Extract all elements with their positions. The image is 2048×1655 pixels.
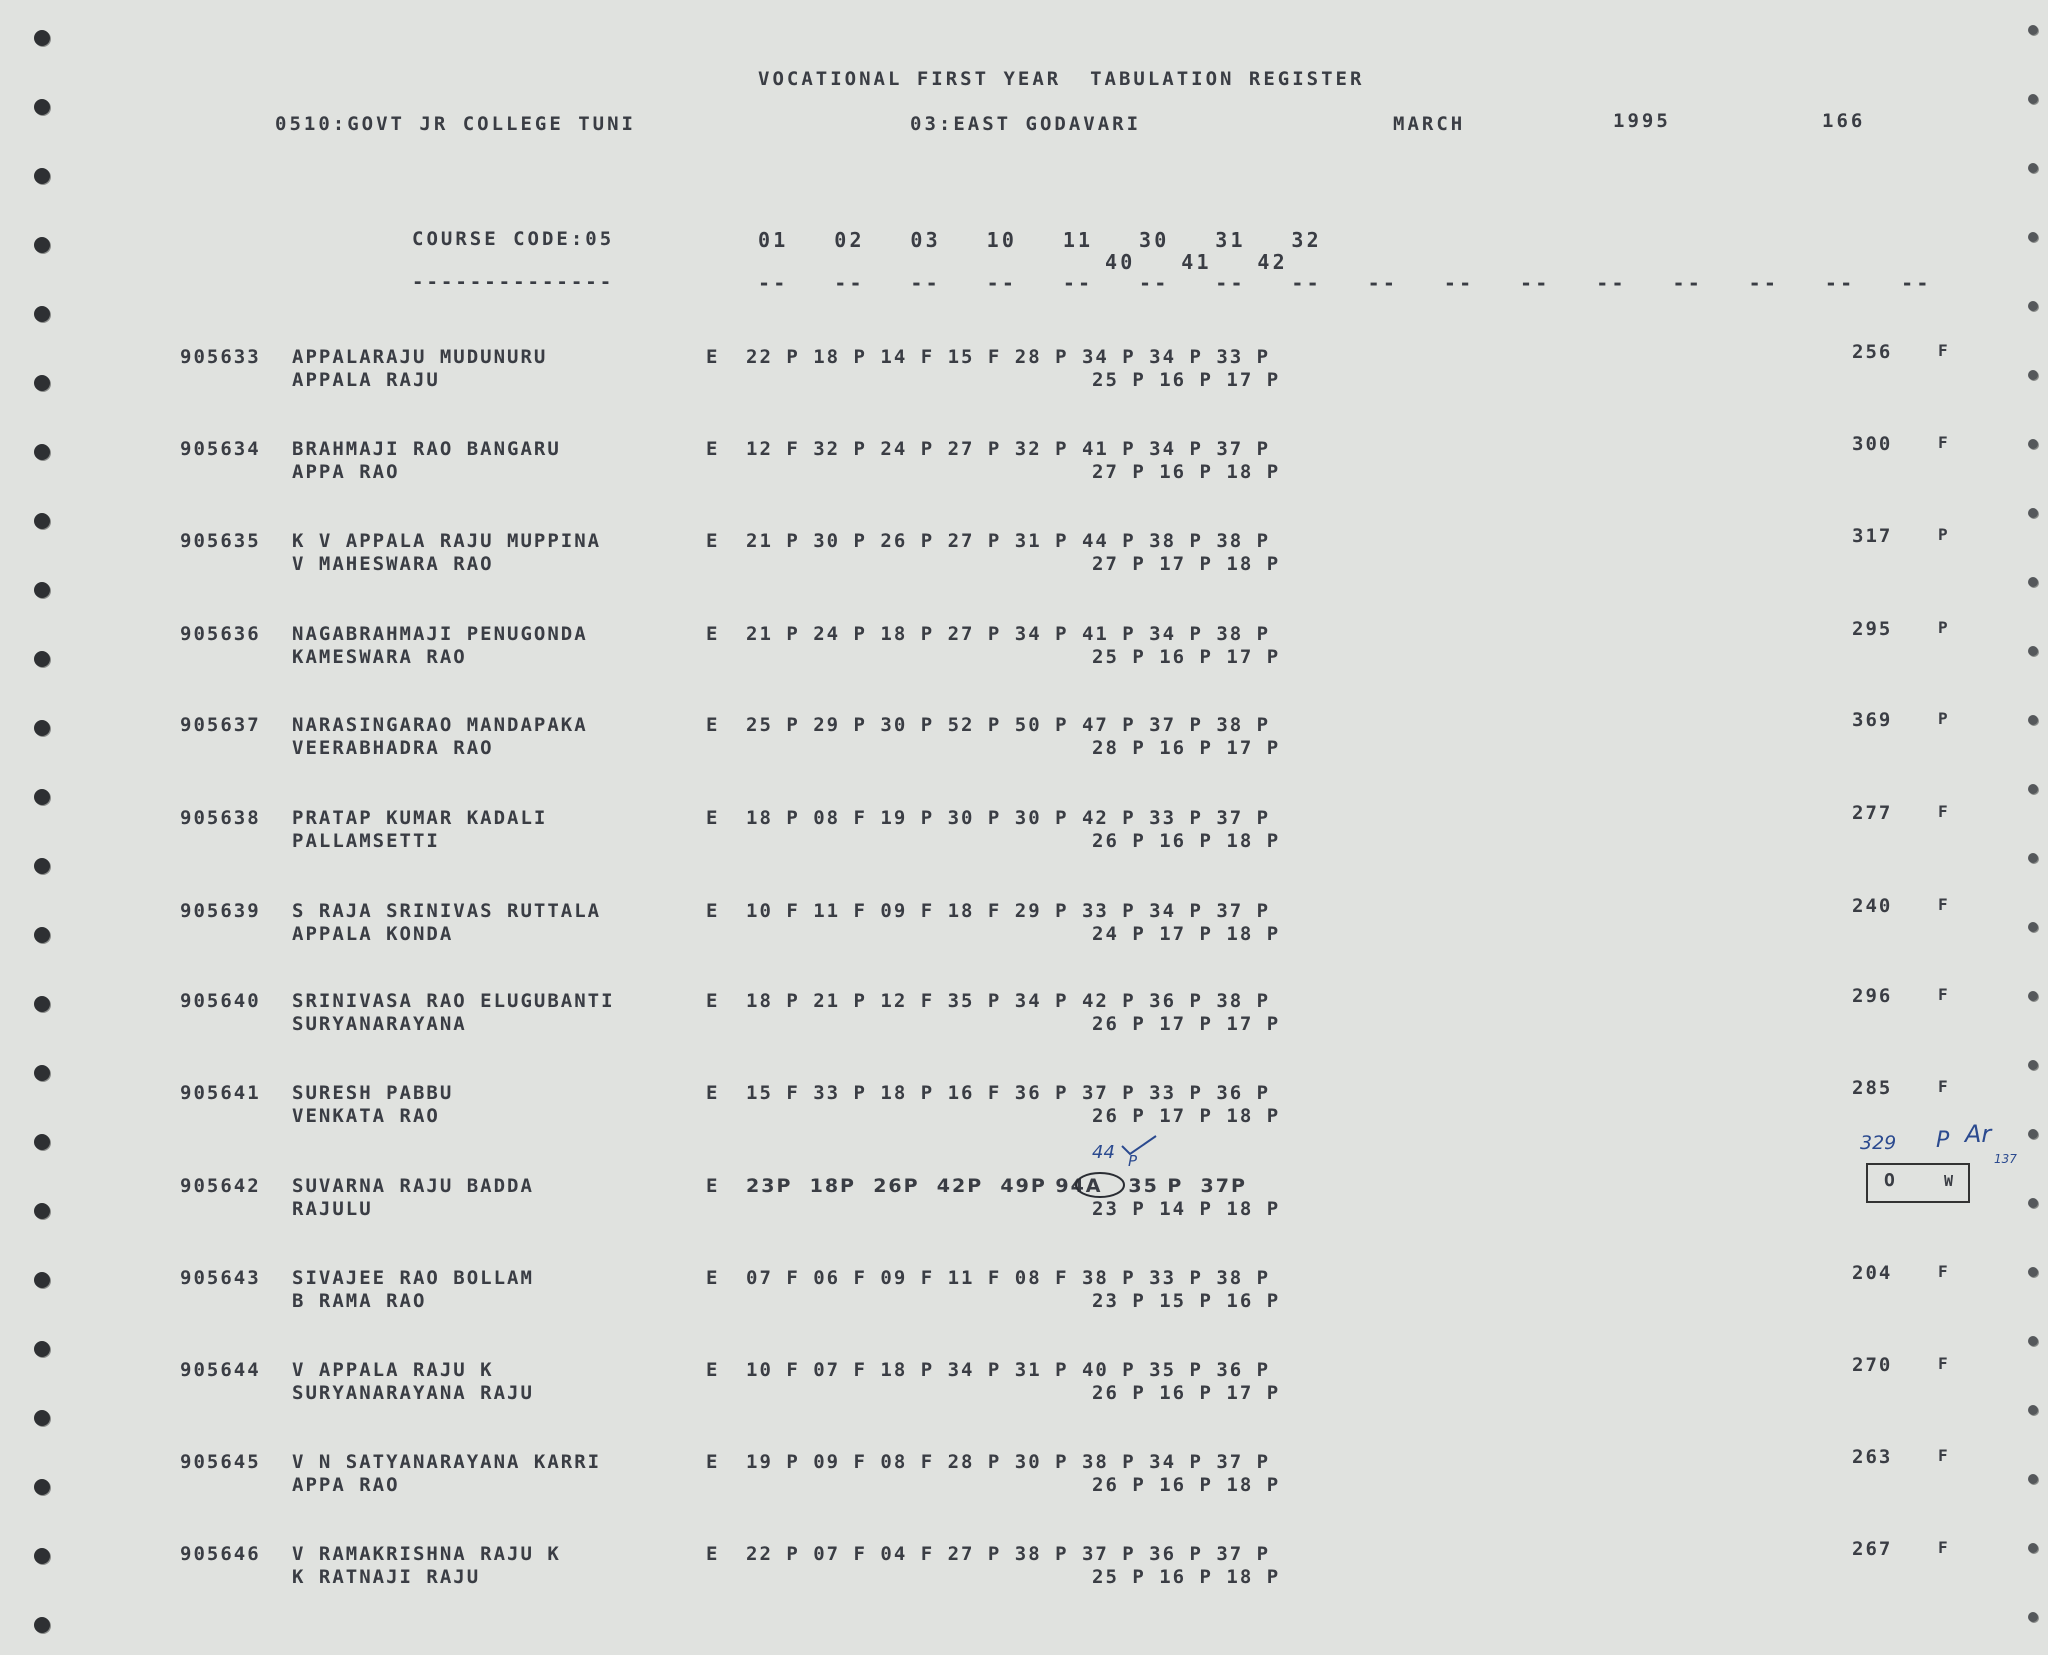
handwritten-total: 329	[1860, 1132, 1897, 1154]
student-id: 905644	[180, 1359, 261, 1381]
subject-marks-row1: 07 F 06 F 09 F 11 F 08 F 38 P 33 P 38 P	[746, 1267, 1271, 1289]
sprocket-hole	[34, 1272, 50, 1288]
student-parent-name: VEERABHADRA RAO	[292, 737, 494, 759]
sprocket-hole	[2028, 232, 2038, 242]
student-id: 905633	[180, 346, 261, 368]
total-marks: 267	[1852, 1538, 1893, 1560]
right-sprocket-holes	[1988, 0, 2048, 1655]
course-code-underline: --------------	[412, 271, 615, 293]
subject-marks-row1: 21 P 30 P 26 P 27 P 31 P 44 P 38 P 38 P	[746, 530, 1271, 552]
total-marks: 296	[1852, 985, 1893, 1007]
subject-marks-row1: 19 P 09 F 08 F 28 P 30 P 38 P 34 P 37 P	[746, 1451, 1271, 1473]
handwritten-correction: 44	[1092, 1142, 1115, 1163]
exam-month: MARCH	[1393, 113, 1466, 135]
sprocket-hole	[34, 513, 50, 529]
subject-marks-row2: 26 P 16 P 18 P	[1092, 830, 1281, 852]
sprocket-hole	[34, 168, 50, 184]
student-id: 905641	[180, 1082, 261, 1104]
sprocket-hole	[34, 306, 50, 322]
exam-type: E	[706, 1543, 720, 1565]
total-marks: 240	[1852, 895, 1893, 917]
student-name: V RAMAKRISHNA RAJU K	[292, 1543, 561, 1565]
college-name: 0510:GOVT JR COLLEGE TUNI	[275, 113, 636, 135]
circle-mark-icon	[1074, 1170, 1126, 1200]
result-code: F	[1938, 1262, 1950, 1281]
sprocket-hole	[2028, 715, 2038, 725]
subject-marks-row1: 18 P 21 P 12 F 35 P 34 P 42 P 36 P 38 P	[746, 990, 1271, 1012]
student-name: SIVAJEE RAO BOLLAM	[292, 1267, 534, 1289]
student-id: 905635	[180, 530, 261, 552]
result-code: F	[1938, 341, 1950, 360]
sprocket-hole	[2028, 94, 2038, 104]
sprocket-hole	[34, 1410, 50, 1426]
sprocket-hole	[2028, 577, 2038, 587]
result-code: F	[1938, 1354, 1950, 1373]
sprocket-hole	[2028, 922, 2038, 932]
sprocket-hole	[34, 858, 50, 874]
left-sprocket-holes	[18, 0, 78, 1655]
page-number: 166	[1822, 110, 1866, 132]
sprocket-hole	[2028, 508, 2038, 518]
subject-columns-row1: 01 02 03 10 11 30 31 32	[758, 228, 1322, 252]
student-id: 905640	[180, 990, 261, 1012]
subject-marks-row2: 25 P 16 P 17 P	[1092, 369, 1281, 391]
subject-marks-row2: 24 P 17 P 18 P	[1092, 923, 1281, 945]
sprocket-hole	[2028, 1612, 2038, 1622]
subject-marks-row2: 26 P 16 P 17 P	[1092, 1382, 1281, 1404]
checkmark-icon	[1120, 1132, 1160, 1156]
register-title: VOCATIONAL FIRST YEAR TABULATION REGISTER	[758, 68, 1365, 90]
student-name: PRATAP KUMAR KADALI	[292, 807, 548, 829]
sprocket-hole	[2028, 1474, 2038, 1484]
sprocket-hole	[2028, 991, 2038, 1001]
sprocket-hole	[34, 720, 50, 736]
subject-marks-row2: 26 P 17 P 17 P	[1092, 1013, 1281, 1035]
student-id: 905645	[180, 1451, 261, 1473]
student-parent-name: V MAHESWARA RAO	[292, 553, 494, 575]
boxed-result-left: O	[1884, 1170, 1897, 1191]
course-code: COURSE CODE:05	[412, 228, 615, 250]
total-marks: 369	[1852, 709, 1893, 731]
student-id: 905646	[180, 1543, 261, 1565]
student-parent-name: K RATNAJI RAJU	[292, 1566, 481, 1588]
exam-type: E	[706, 990, 720, 1012]
student-parent-name: VENKATA RAO	[292, 1105, 440, 1127]
total-marks: 204	[1852, 1262, 1893, 1284]
sprocket-hole	[34, 1203, 50, 1219]
student-parent-name: B RAMA RAO	[292, 1290, 427, 1312]
subject-marks-row1: 21 P 24 P 18 P 27 P 34 P 41 P 34 P 38 P	[746, 623, 1271, 645]
student-id: 905639	[180, 900, 261, 922]
sprocket-hole	[2028, 646, 2038, 656]
subject-marks-row1: 22 P 18 P 14 F 15 F 28 P 34 P 34 P 33 P	[746, 346, 1271, 368]
sprocket-hole	[2028, 784, 2038, 794]
subject-marks-row1: 18 P 08 F 19 P 30 P 30 P 42 P 33 P 37 P	[746, 807, 1271, 829]
student-name: SRINIVASA RAO ELUGUBANTI	[292, 990, 615, 1012]
student-name: S RAJA SRINIVAS RUTTALA	[292, 900, 602, 922]
sprocket-hole	[2028, 439, 2038, 449]
student-name: NARASINGARAO MANDAPAKA	[292, 714, 588, 736]
student-name: SURESH PABBU	[292, 1082, 454, 1104]
subject-marks-row2: 25 P 16 P 17 P	[1092, 646, 1281, 668]
student-parent-name: KAMESWARA RAO	[292, 646, 467, 668]
subject-columns-dashes: -- -- -- -- -- -- -- -- -- -- -- -- -- -- -- --	[758, 271, 1932, 295]
subject-marks-row1: 10 F 11 F 09 F 18 F 29 P 33 P 34 P 37 P	[746, 900, 1271, 922]
sprocket-hole	[34, 99, 50, 115]
subject-marks-row1: 12 F 32 P 24 P 27 P 32 P 41 P 34 P 37 P	[746, 438, 1271, 460]
sprocket-hole	[2028, 1129, 2038, 1139]
sprocket-hole	[34, 1617, 50, 1633]
sprocket-hole	[34, 927, 50, 943]
sprocket-hole	[2028, 1543, 2038, 1553]
sprocket-hole	[2028, 1267, 2038, 1277]
sprocket-hole	[2028, 1060, 2038, 1070]
subject-marks-row2: 26 P 17 P 18 P	[1092, 1105, 1281, 1127]
student-parent-name: APPALA KONDA	[292, 923, 454, 945]
exam-year: 1995	[1613, 110, 1671, 132]
exam-type: E	[706, 1451, 720, 1473]
exam-type: E	[706, 346, 720, 368]
subject-marks-row2: 28 P 16 P 17 P	[1092, 737, 1281, 759]
result-code: F	[1938, 985, 1950, 1004]
student-name: APPALARAJU MUDUNURU	[292, 346, 548, 368]
student-id: 905642	[180, 1175, 261, 1197]
sprocket-hole	[34, 375, 50, 391]
student-id: 905636	[180, 623, 261, 645]
sprocket-hole	[2028, 1405, 2038, 1415]
subject-marks-row1: 22 P 07 F 04 F 27 P 38 P 37 P 36 P 37 P	[746, 1543, 1271, 1565]
student-id: 905634	[180, 438, 261, 460]
sprocket-hole	[2028, 1198, 2038, 1208]
exam-type: E	[706, 1267, 720, 1289]
sprocket-hole	[34, 444, 50, 460]
sprocket-hole	[2028, 25, 2038, 35]
sprocket-hole	[34, 1134, 50, 1150]
subject-marks-row1: 15 F 33 P 18 P 16 F 36 P 37 P 33 P 36 P	[746, 1082, 1271, 1104]
total-marks: 256	[1852, 341, 1893, 363]
student-parent-name: APPALA RAJU	[292, 369, 440, 391]
handwritten-correction-result: P	[1128, 1152, 1138, 1170]
student-name: K V APPALA RAJU MUPPINA	[292, 530, 602, 552]
student-name: V N SATYANARAYANA KARRI	[292, 1451, 602, 1473]
sprocket-hole	[34, 1479, 50, 1495]
subject-marks-row2: 26 P 16 P 18 P	[1092, 1474, 1281, 1496]
student-name: SUVARNA RAJU BADDA	[292, 1175, 534, 1197]
sprocket-hole	[2028, 370, 2038, 380]
handwritten-initials: Ar	[1965, 1120, 1992, 1148]
total-marks: 295	[1852, 618, 1893, 640]
result-code: P	[1938, 709, 1950, 728]
student-name: V APPALA RAJU K	[292, 1359, 494, 1381]
exam-type: E	[706, 807, 720, 829]
handwritten-note: 137	[1994, 1152, 2017, 1166]
boxed-result-right: W	[1944, 1172, 1955, 1190]
result-code: F	[1938, 802, 1950, 821]
sprocket-hole	[2028, 163, 2038, 173]
subject-marks-row2: 23 P 14 P 18 P	[1092, 1198, 1281, 1220]
subject-marks-row1: 25 P 29 P 30 P 52 P 50 P 47 P 37 P 38 P	[746, 714, 1271, 736]
result-code: F	[1938, 1446, 1950, 1465]
sprocket-hole	[2028, 301, 2038, 311]
result-code: P	[1938, 525, 1950, 544]
exam-type: E	[706, 714, 720, 736]
result-code: F	[1938, 895, 1950, 914]
exam-type: E	[706, 530, 720, 552]
student-parent-name: APPA RAO	[292, 1474, 400, 1496]
total-marks: 300	[1852, 433, 1893, 455]
total-marks: 317	[1852, 525, 1893, 547]
sprocket-hole	[34, 651, 50, 667]
result-code: F	[1938, 433, 1950, 452]
student-parent-name: SURYANARAYANA	[292, 1013, 467, 1035]
exam-type: E	[706, 438, 720, 460]
exam-type: E	[706, 623, 720, 645]
student-parent-name: PALLAMSETTI	[292, 830, 440, 852]
sprocket-hole	[2028, 853, 2038, 863]
sprocket-hole	[34, 1548, 50, 1564]
total-marks: 270	[1852, 1354, 1893, 1376]
student-parent-name: SURYANARAYANA RAJU	[292, 1382, 534, 1404]
exam-type: E	[706, 1359, 720, 1381]
result-code: F	[1938, 1077, 1950, 1096]
subject-marks-row2: 25 P 16 P 18 P	[1092, 1566, 1281, 1588]
student-id: 905637	[180, 714, 261, 736]
sprocket-hole	[34, 789, 50, 805]
subject-marks-row1: 10 F 07 F 18 P 34 P 31 P 40 P 35 P 36 P	[746, 1359, 1271, 1381]
sprocket-hole	[34, 237, 50, 253]
result-code: F	[1938, 1538, 1950, 1557]
total-marks: 285	[1852, 1077, 1893, 1099]
sprocket-hole	[2028, 1336, 2038, 1346]
sprocket-hole	[34, 1065, 50, 1081]
result-code: P	[1938, 618, 1950, 637]
subject-marks-row1: 23P 18P 26P 42P 49P 94A 35 P 37P	[746, 1175, 1247, 1197]
total-marks: 277	[1852, 802, 1893, 824]
student-id: 905638	[180, 807, 261, 829]
district-name: 03:EAST GODAVARI	[910, 113, 1142, 135]
exam-type: E	[706, 1175, 720, 1197]
exam-type: E	[706, 900, 720, 922]
subject-marks-row2: 27 P 16 P 18 P	[1092, 461, 1281, 483]
handwritten-result: P	[1936, 1128, 1950, 1153]
subject-columns-row2: 40 41 42	[1105, 250, 1288, 274]
student-name: NAGABRAHMAJI PENUGONDA	[292, 623, 588, 645]
total-marks: 263	[1852, 1446, 1893, 1468]
sprocket-hole	[34, 582, 50, 598]
sprocket-hole	[34, 996, 50, 1012]
subject-marks-row2: 27 P 17 P 18 P	[1092, 553, 1281, 575]
subject-marks-row2: 23 P 15 P 16 P	[1092, 1290, 1281, 1312]
sprocket-hole	[34, 1341, 50, 1357]
sprocket-hole	[34, 30, 50, 46]
student-parent-name: APPA RAO	[292, 461, 400, 483]
student-name: BRAHMAJI RAO BANGARU	[292, 438, 561, 460]
student-id: 905643	[180, 1267, 261, 1289]
exam-type: E	[706, 1082, 720, 1104]
student-parent-name: RAJULU	[292, 1198, 373, 1220]
